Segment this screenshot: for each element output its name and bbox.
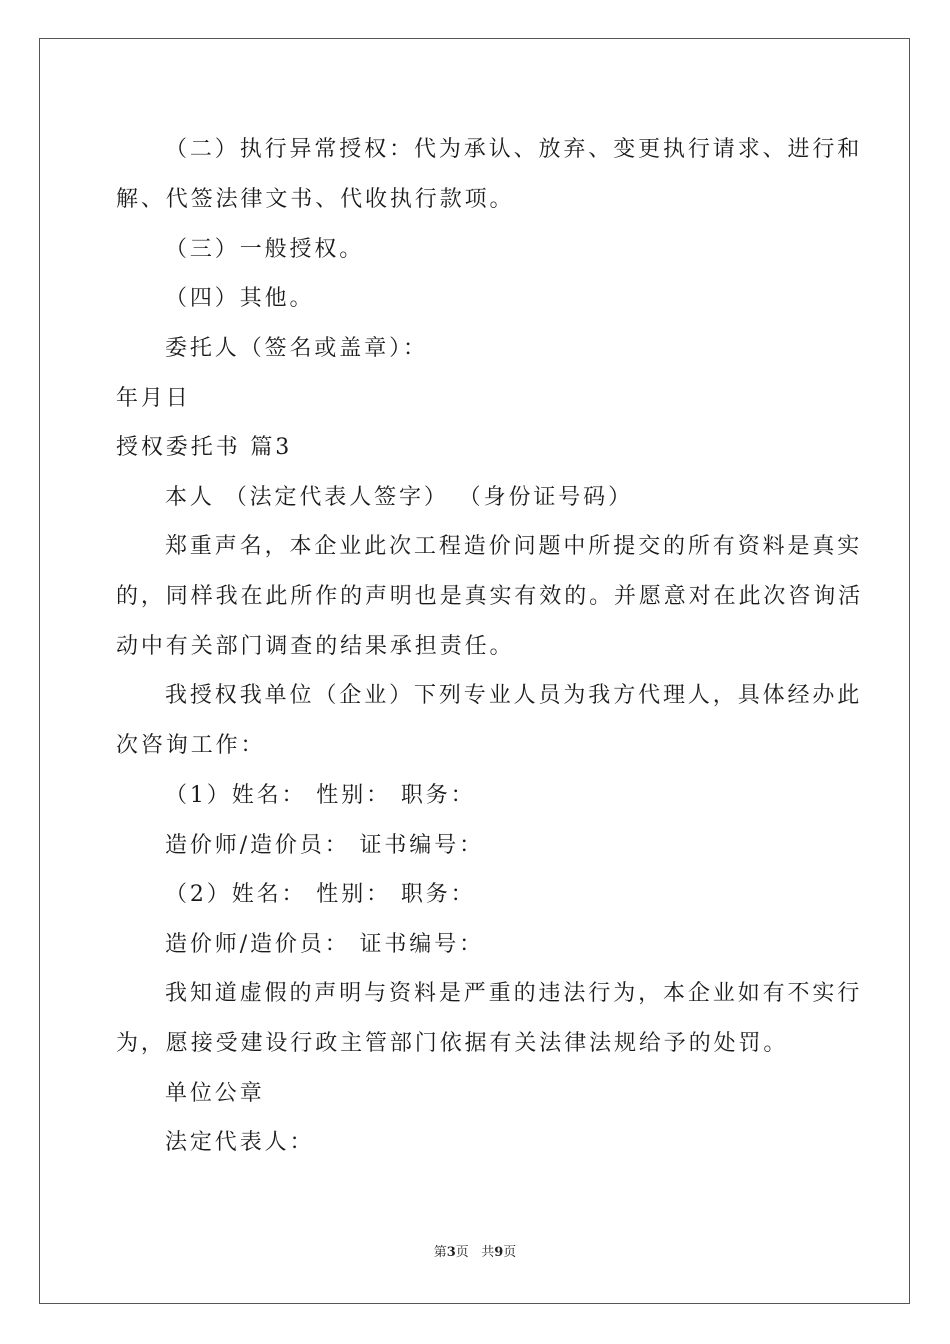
- paragraph-line: 的，同样我在此所作的声明也是真实有效的。并愿意对在此次咨询活: [116, 584, 864, 609]
- signature-line: 单位公章: [165, 1081, 265, 1106]
- form-line: 造价师/造价员： 证书编号：: [165, 932, 485, 957]
- paragraph-line: 次咨询工作：: [116, 733, 266, 758]
- paragraph-line: 动中有关部门调查的结果承担责任。: [116, 634, 515, 659]
- paragraph-line: 解、代签法律文书、代收执行款项。: [116, 187, 515, 212]
- paragraph-line: （三）一般授权。: [165, 237, 365, 262]
- total-prefix: 共: [481, 1245, 495, 1260]
- form-line: （1）姓名： 性别： 职务：: [165, 783, 476, 808]
- paragraph-line: （四）其他。: [165, 286, 315, 311]
- paragraph-line: （二）执行异常授权：代为承认、放弃、变更执行请求、进行和: [165, 137, 863, 162]
- page-number: 3: [446, 1245, 456, 1260]
- page-prefix: 第: [433, 1245, 447, 1260]
- paragraph-line: 郑重声名，本企业此次工程造价问题中所提交的所有资料是真实: [165, 534, 863, 559]
- signature-line: 法定代表人：: [165, 1130, 315, 1155]
- paragraph-line: 我授权我单位（企业）下列专业人员为我方代理人，具体经办此: [165, 683, 863, 708]
- date-line: 年月日: [116, 386, 191, 411]
- page-border: [39, 38, 910, 1304]
- page-suffix: 页: [455, 1245, 469, 1260]
- page-footer: [0, 1244, 950, 1262]
- paragraph-line: 委托人（签名或盖章）：: [165, 336, 428, 361]
- form-line: 造价师/造价员： 证书编号：: [165, 833, 485, 858]
- total-pages: 9: [494, 1245, 504, 1260]
- form-line: （2）姓名： 性别： 职务：: [165, 882, 476, 907]
- paragraph-line: 本人 （法定代表人签字） （身份证号码）: [165, 485, 633, 510]
- total-suffix: 页: [503, 1245, 517, 1260]
- paragraph-line: 为，愿接受建设行政主管部门依据有关法律法规给予的处罚。: [116, 1031, 789, 1056]
- paragraph-line: 我知道虚假的声明与资料是严重的违法行为，本企业如有不实行: [165, 981, 863, 1006]
- section-heading: 授权委托书 篇3: [116, 435, 293, 460]
